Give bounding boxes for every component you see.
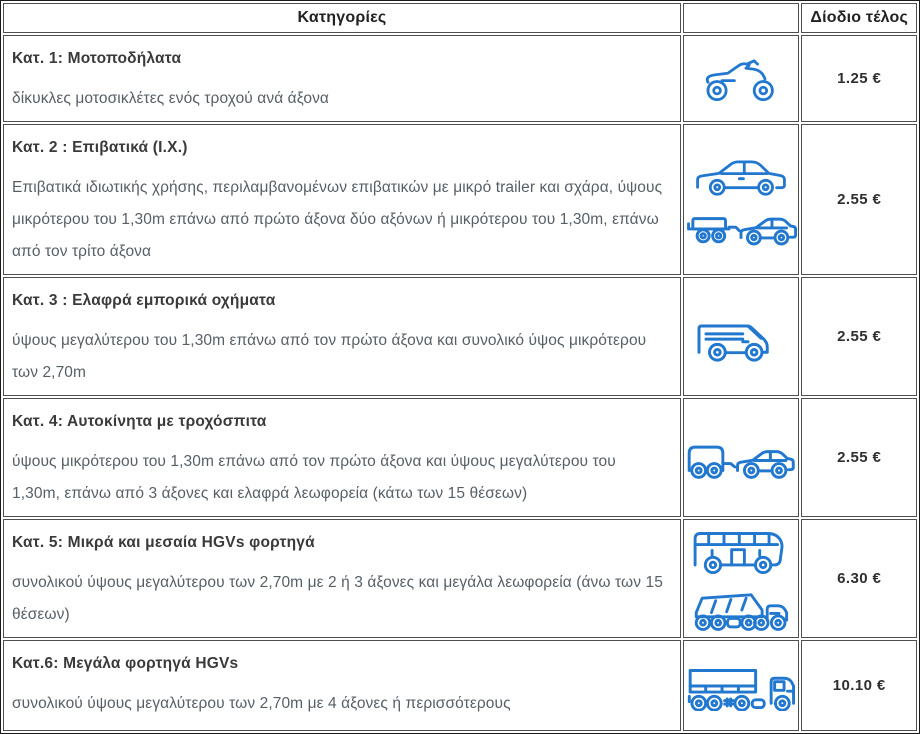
toll-price: 6.30 €	[801, 519, 917, 638]
category-title: Κατ.6: Μεγάλα φορτηγά HGVs	[12, 655, 239, 672]
icon-stack	[686, 309, 797, 364]
vehicle-icon-cell	[683, 277, 800, 396]
icon-stack	[686, 661, 797, 711]
header-toll: Δίοδιο τέλος	[801, 3, 917, 33]
car-towing-caravan-icon	[684, 435, 798, 480]
category-title: Κατ. 1: Μοτοποδήλατα	[12, 50, 182, 67]
icon-stack	[686, 525, 797, 632]
category-cell	[3, 519, 681, 638]
toll-price: 2.55 €	[801, 124, 917, 275]
dump-truck-icon	[690, 583, 792, 632]
category-title: Κατ. 2 : Επιβατικά (Ι.Χ.)	[12, 139, 188, 156]
header-categories: Κατηγορίες	[3, 3, 681, 33]
category-description: δίκυκλες μοτοσικλέτες ενός τροχού ανά άξονα	[12, 90, 329, 107]
vehicle-icon-cell	[683, 519, 800, 638]
category-description: ύψους μικρότερου του 1,30m επάνω από τον πρώτο άξονα και ύψους μεγαλύτερου του 1,30m, επάνω από 3 άξονες και ελαφρά λεωφορεία (κάτω των 15 θέσεων)	[12, 453, 616, 502]
car-icon	[691, 153, 791, 197]
semi-truck-icon	[685, 661, 797, 711]
vehicle-icon-cell	[683, 398, 800, 517]
category-title: Κατ. 4: Αυτοκίνητα με τροχόσπιτα	[12, 413, 267, 430]
category-cell	[3, 35, 681, 122]
category-cell	[3, 277, 681, 396]
table-row	[3, 35, 917, 122]
header-icon-column	[683, 3, 800, 33]
vehicle-icon-cell	[683, 124, 800, 275]
toll-price: 10.10 €	[801, 640, 917, 731]
category-description: ύψους μεγαλύτερου του 1,30m επάνω από τον πρώτο άξονα και συνολικό ύψος μικρότερου των 2,70m	[12, 332, 647, 381]
table-row	[3, 124, 917, 275]
category-title: Κατ. 5: Μικρά και μεσαία HGVs φορτηγά	[12, 534, 315, 551]
table-row	[3, 277, 917, 396]
table-row	[3, 519, 917, 638]
table-row	[3, 640, 917, 731]
icon-stack	[686, 435, 797, 480]
category-title: Κατ. 3 : Ελαφρά εμπορικά οχήματα	[12, 292, 276, 309]
car-with-trailer-icon	[684, 204, 798, 247]
toll-price: 1.25 €	[801, 35, 917, 122]
category-cell	[3, 640, 681, 731]
bus-icon	[690, 525, 792, 576]
table-row	[3, 398, 917, 517]
category-cell	[3, 124, 681, 275]
category-description: συνολικού ύψους μεγαλύτερου των 2,70m με 2 ή 3 άξονες και μεγάλα λεωφορεία (άνω των 15 θέσεων)	[12, 574, 663, 623]
icon-stack	[686, 153, 797, 247]
toll-price: 2.55 €	[801, 277, 917, 396]
toll-price: 2.55 €	[801, 398, 917, 517]
category-cell	[3, 398, 681, 517]
icon-stack	[686, 55, 797, 103]
vehicle-icon-cell	[683, 640, 800, 731]
category-description: συνολικού ύψους μεγαλύτερου των 2,70m με 4 άξονες ή περισσότερους	[12, 695, 511, 712]
van-icon	[692, 309, 790, 364]
table-header-row	[3, 3, 917, 33]
motorcycle-icon	[703, 55, 779, 103]
category-description: Επιβατικά ιδιωτικής χρήσης, περιλαμβανομένων επιβατικών με μικρό trailer και σχάρα, ύψους μικρότερου του 1,30m επάνω από πρώτο άξονα δύο αξόνων ή μικρότερου του 1,30m, επάνω από τον τρίτο άξονα	[12, 179, 663, 260]
vehicle-icon-cell	[683, 35, 800, 122]
